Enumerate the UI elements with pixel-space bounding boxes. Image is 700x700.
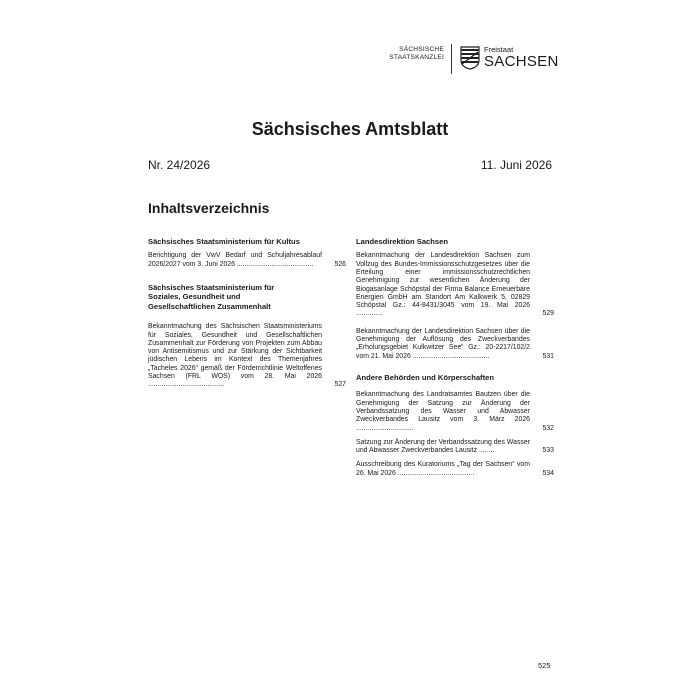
staatskanzlei-logo-text bbox=[382, 46, 444, 63]
section-heading: Landesdirektion Sachsen bbox=[356, 237, 448, 246]
staatskanzlei-line1: SÄCHSISCHE bbox=[399, 46, 444, 53]
toc-entry-text: Bekanntmachung der Landesdirektion Sachsen über die Genehmigung der Auflösung des Zweckverbandes „Erholungsgebiet Kulkwitzer See“ Gz.: 20-2217/102/2 vom 21. Mai 2026 ........................................ bbox=[356, 327, 530, 360]
section-heading: Sächsisches Staatsministerium für Soziales, Gesundheit und Gesellschaftlichen Zusammenhalt bbox=[148, 283, 275, 311]
header-logos bbox=[382, 44, 559, 76]
toc-entry-text: Bekanntmachung des Sächsischen Staatsministeriums für Soziales, Gesundheit und Gesellschaftlichen Zusammenhalt zur Förderung von Projekten zum Abbau von Antisemitismus und zur Stärkung der Sichtbarkeit jüdischen Lebens im Kontext des Themenjahres „Tacheles 2026“ gemäß der Förderrichtlinie Weltoffenes Sachsen (FRL WOS) vom 28. Mai 2026 ........................................ bbox=[148, 323, 322, 389]
toc-entry[interactable] bbox=[356, 328, 554, 361]
saxony-crest-icon bbox=[460, 46, 480, 70]
toc-right-column bbox=[356, 237, 554, 484]
toc-entry-page: 534 bbox=[542, 469, 554, 477]
toc-entry-page: 531 bbox=[542, 352, 554, 360]
toc-entry-text: Berichtigung der VwV Bedarf und Schuljahresablauf 2026/2027 vom 3. Juni 2026 ........................................ bbox=[148, 252, 322, 268]
issue-number: Nr. 24/2026 bbox=[148, 158, 211, 172]
toc-heading: Inhaltsverzeichnis bbox=[148, 200, 270, 216]
toc-entry-text: Bekanntmachung der Landesdirektion Sachsen zum Vollzug des Bundes-Immissionsschutzgesetzes über die Erteilung einer immissionsschutzrechtlichen Genehmigung zur wesentlichen Änderung der Biogasanlage Schöpstal der Firma Balance Erneuerbare Energien GmbH am Standort Am Kalkwerk 5, 02829 Schöpstal Gz.: 44-8431/3045 vom 19. Mai 2026 .............. bbox=[356, 252, 530, 318]
toc-entry-text: Satzung zur Änderung der Verbandssatzung des Wasser und Abwasser Zweckverbandes Lausitz ........ bbox=[356, 438, 530, 455]
issue-date: 11. Juni 2026 bbox=[480, 158, 552, 172]
toc-entry[interactable] bbox=[148, 323, 346, 389]
toc-entry[interactable] bbox=[356, 252, 554, 318]
toc-entry-page: 526 bbox=[334, 260, 346, 268]
document-title: Sächsisches Amtsblatt bbox=[251, 119, 449, 139]
sachsen-label: SACHSEN bbox=[484, 53, 559, 70]
toc-entry-page: 533 bbox=[542, 447, 554, 455]
toc-entry-text: Ausschreibung des Kuratoriums „Tag der Sachsen“ vom 26. Mai 2026 ........................................ bbox=[356, 461, 530, 477]
toc-entry[interactable] bbox=[148, 252, 346, 269]
section-heading: Andere Behörden und Körperschaften bbox=[356, 372, 494, 382]
toc-entry-page: 529 bbox=[542, 310, 554, 318]
toc-left-column bbox=[148, 237, 346, 396]
toc-entry[interactable] bbox=[356, 461, 554, 478]
section-heading: Sächsisches Staatsministerium für Kultus bbox=[148, 237, 300, 246]
toc-entry-text: Bekanntmachung des Landratsamtes Bautzen über die Genehmigung der Satzung zur Änderung der Verbandssatzung des Wasser und Abwasser Zweckverbandes Lausitz vom 3. März 2026 .............................. bbox=[356, 391, 530, 432]
staatskanzlei-line2: STAATSKANZLEI bbox=[389, 54, 444, 62]
page-number: 525 bbox=[538, 661, 551, 670]
toc-entry[interactable] bbox=[356, 391, 554, 432]
toc-entry-page: 532 bbox=[542, 424, 554, 432]
freistaat-label: Freistaat bbox=[484, 45, 514, 54]
toc-entry[interactable] bbox=[356, 439, 554, 456]
toc-entry-page: 527 bbox=[334, 381, 346, 389]
logo-divider bbox=[451, 44, 452, 74]
